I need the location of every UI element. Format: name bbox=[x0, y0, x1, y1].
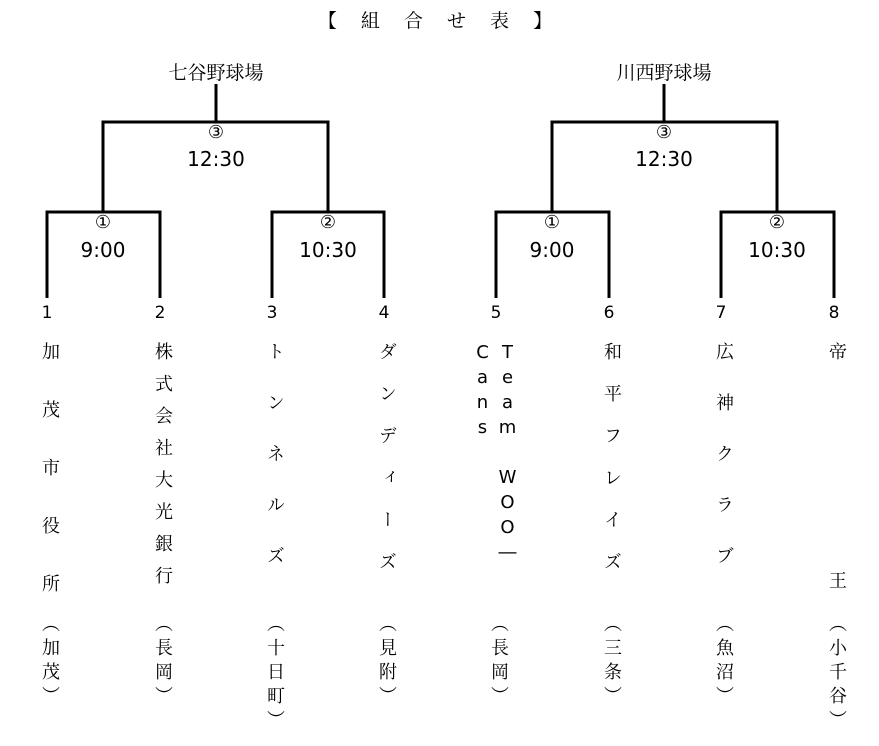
team-name: 和平フレイズ bbox=[601, 342, 622, 594]
venue-name-nanatani: 七谷野球場 bbox=[168, 62, 264, 84]
match-number: ① bbox=[543, 212, 561, 233]
team-name-bottom: 王 bbox=[826, 571, 847, 589]
team-region: （加茂） bbox=[39, 614, 60, 710]
team-region: （小千谷） bbox=[826, 614, 847, 734]
team-region: （十日町） bbox=[264, 614, 285, 734]
team-number: 8 bbox=[828, 303, 840, 323]
team-region: （見附） bbox=[376, 614, 397, 710]
team-number: 7 bbox=[715, 303, 727, 323]
match-time: 9:00 bbox=[529, 238, 575, 262]
team-name: 加茂市役所 bbox=[39, 342, 60, 632]
match-number: ③ bbox=[655, 122, 673, 143]
page-title: 【 組 合 せ 表 】 bbox=[317, 10, 562, 32]
match-time: 10:30 bbox=[748, 238, 806, 262]
match-number: ① bbox=[94, 212, 112, 233]
match-time: 10:30 bbox=[299, 238, 357, 262]
team-name-line-1: Cans bbox=[472, 342, 493, 442]
match-number: ② bbox=[768, 212, 786, 233]
team-number: 5 bbox=[490, 303, 502, 323]
team-number: 6 bbox=[603, 303, 615, 323]
team-number: 2 bbox=[154, 303, 166, 323]
team-number: 1 bbox=[41, 303, 53, 323]
match-time: 12:30 bbox=[187, 147, 245, 171]
team-name-line-2: Team WOO― bbox=[497, 342, 518, 567]
match-time: 9:00 bbox=[80, 238, 126, 262]
team-region: （長岡） bbox=[152, 614, 173, 710]
team-name: トンネルズ bbox=[264, 342, 285, 597]
match-time: 12:30 bbox=[635, 147, 693, 171]
team-number: 4 bbox=[378, 303, 390, 323]
team-name: 株式会社大光銀行 bbox=[152, 342, 173, 598]
match-number: ③ bbox=[207, 122, 225, 143]
team-number: 3 bbox=[266, 303, 278, 323]
team-name: ダンディーズ bbox=[376, 342, 397, 594]
team-name-top: 帝 bbox=[826, 342, 847, 360]
team-region: （長岡） bbox=[488, 614, 509, 710]
team-name: 広神クラブ bbox=[713, 342, 734, 597]
team-region: （魚沼） bbox=[713, 614, 734, 710]
team-region: （三条） bbox=[601, 614, 622, 710]
match-number: ② bbox=[319, 212, 337, 233]
venue-name-kawanishi: 川西野球場 bbox=[616, 62, 712, 84]
